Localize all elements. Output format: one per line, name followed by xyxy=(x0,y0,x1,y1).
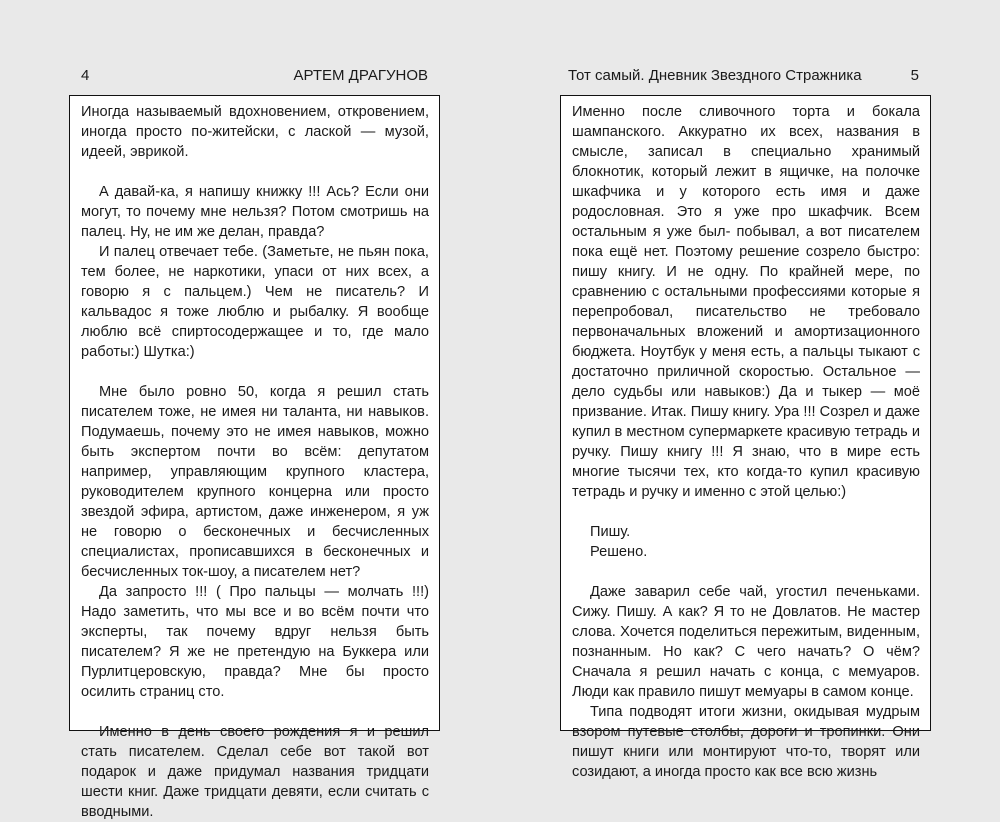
right-running-head: Тот самый. Дневник Звездного Стражника xyxy=(568,67,862,84)
paragraph: Именно в день своего рождения я и решил стать писателем. Сделал себе вот такой вот подарок и даже придумал названия тридцати шести книг. Даже тридцати девяти, если считать с вводными. xyxy=(81,724,429,820)
paragraph: Даже заварил себе чай, угостил печеньками. Сижу. Пишу. А как? Я то не Довлатов. Не мастер слова. Хочется поделиться пережитым, виденным, познанным. Но как? С чего начать? О чём? Сначала я решил начать с конца, с мемуаров. Люди как правило пишут мемуары в самом конце. xyxy=(572,584,920,700)
paragraph: Именно после сливочного торта и бокала шампанского. Аккуратно их всех, названия в смысле, записал в специально хранимый блокнотик, который лежит в ящичке, на полочке шкафчика и у которого есть имя и даже родословная. Это я уже про шкафчик. Всем остальным я уже был- побывал, а вот писателем пока ещё нет. Поэтому решение созрело быстро: пишу книгу. И не одну. По крайней мере, по сравнению с остальными профессиями которые я перепробовал, писательство не требовало первоначальных вложений и амортизационного бюджета. Ноутбук у меня есть, а пальцы тыкают с достаточно приличной скоростью. Остальное — дело судьбы или навыков:) Да и тыкер — моё призвание. Итак. Пишу книгу. Ура !!! Созрел и даже купил в местном супермаркете красивую тетрадь и ручку. Пишу книгу !!! Я знаю, что в мире есть многие тысячи тех, кто когда-то купил красивую тетрадь и ручку и именно с этой целью:) xyxy=(572,104,920,500)
paragraph: Типа подводят итоги жизни, окидывая мудрым взором путевые столбы, дороги и тропинки. Они пишут книги или монтируют что-то, творят или созидают, а иногда просто как все всю жизнь xyxy=(572,704,920,780)
right-page-text-frame xyxy=(560,95,931,780)
left-running-head: АРТЕМ ДРАГУНОВ xyxy=(293,67,428,84)
paragraph: А давай-ка, я напишу книжку !!! Ась? Если они могут, то почему мне нельзя? Потом смотришь на палец. Ну, не им же делан, правда? xyxy=(81,184,429,240)
left-page-text-frame xyxy=(69,95,440,820)
left-page-body xyxy=(70,96,439,822)
paragraph: Решено. xyxy=(590,544,648,560)
right-page-number: 5 xyxy=(910,67,919,84)
right-page-header xyxy=(560,65,931,87)
left-page-header xyxy=(69,65,440,87)
right-page-body xyxy=(561,96,930,782)
paragraph: И палец отвечает тебе. (Заметьте, не пьян пока, тем более, не наркотики, упаси от них всех, а говорю я с пальцем.) Чем не писатель? И кальвадос я тоже люблю и рыбалку. Я вообще люблю всё спиртосодержащее и то, где мало работы:) Шутка:) xyxy=(81,244,429,360)
left-page-number: 4 xyxy=(81,67,90,84)
paragraph: Иногда называемый вдохновением, откровением, иногда просто по-житейски, с лаской — музой, идеей, эврикой. xyxy=(81,104,429,160)
paragraph: Пишу. xyxy=(590,524,631,540)
paragraph: Мне было ровно 50, когда я решил стать писателем тоже, не имея ни таланта, ни навыков. Подумаешь, почему это не имея навыков, можно быть экспертом почти во всём: депутатом например, управляющим крупного кластера, руководителем крупного концерна или просто звездой эфира, артистом, даже инженером, я уж не говорю о бесконечных и бесчисленных специалистах, прописавшихся в бесконечных и бесчисленных ток-шоу, а писателем нет? xyxy=(81,384,429,580)
paragraph: Да запросто !!! ( Про пальцы — молчать !!!) Надо заметить, что мы все и во всём почти что эксперты, так почему вдруг нельзя быть писателем? Я же не претендую на Буккера или Пурлитцеровскую, правда? Мне бы просто осилить страниц сто. xyxy=(81,584,429,700)
